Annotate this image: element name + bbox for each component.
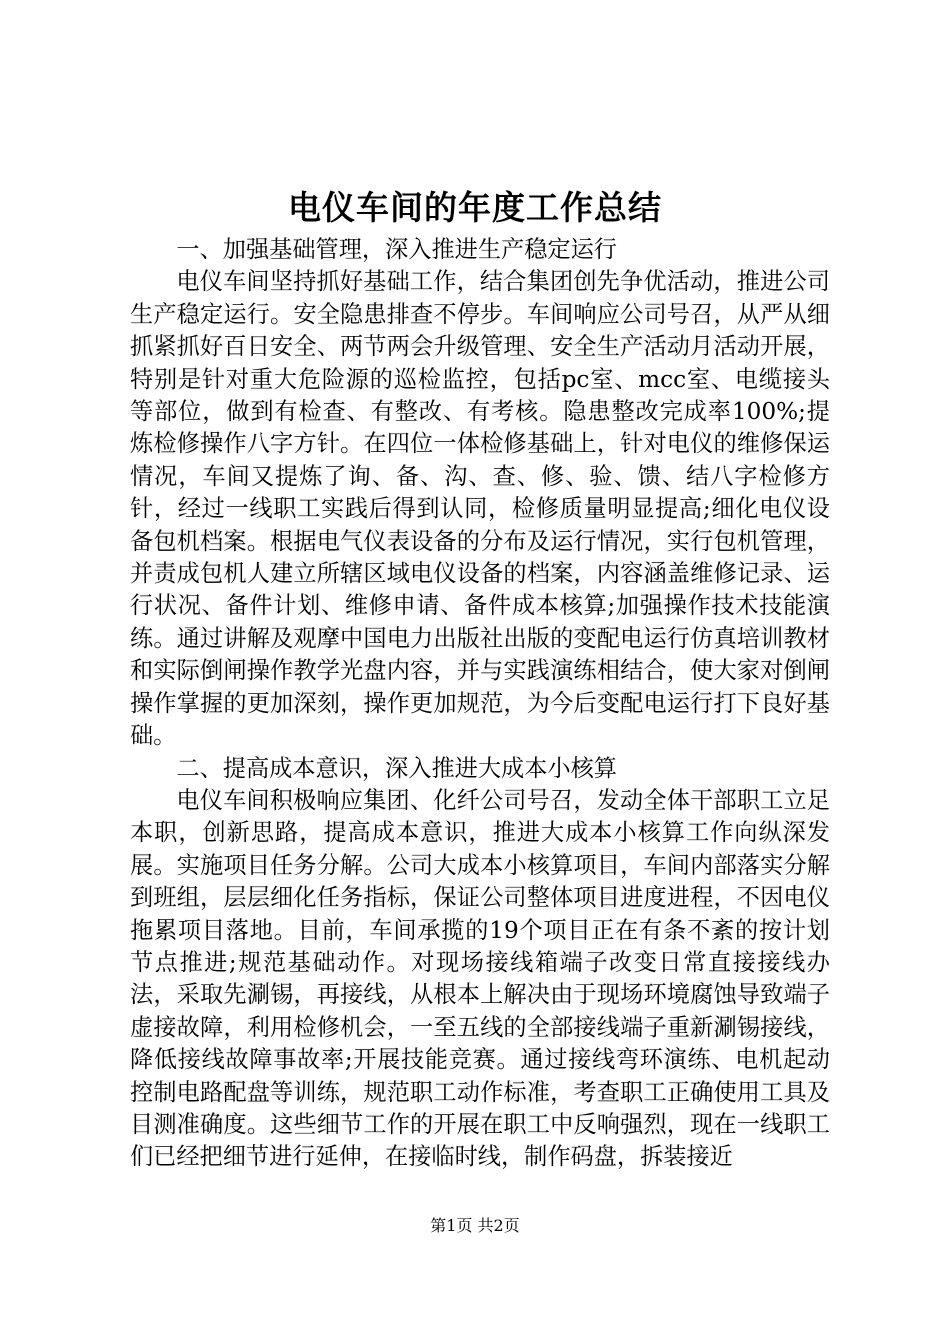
- section-heading-1: 一、加强基础管理，深入推进生产稳定运行: [176, 236, 617, 263]
- document-body: [130, 234, 830, 1174]
- section-heading-2: 二、提高成本意识，深入推进大成本小核算: [176, 754, 617, 782]
- page-number-footer: 第1页 共2页: [430, 1216, 520, 1235]
- body-paragraph-2: 电仪车间积极响应集团、化纤公司号召，发动全体干部职工立足本职，创新思路，提高成本意识，推进大成本小核算工作向纵深发展。实施项目任务分解。公司大成本小核算项目，车间内部落实分解到班组，层层细化任务指标，保证公司整体项目进度进程，不因电仪拖累项目落地。目前，车间承揽的19个项目正在有条不紊的按计划节点推进;规范基础动作。对现场接线箱端子改变日常直接接线办法，采取先涮锡，再接线，从根本上解决由于现场环境腐蚀导致端子虚接故障，利用检修机会，一至五线的全部接线端子重新涮锡接线，降低接线故障事故率;开展技能竞赛。通过接线弯环演练、电机起动控制电路配盘等训练，规范职工动作标准，考查职工正确使用工具及目测准确度。这些细节工作的开展在职工中反响强烈，现在一线职工们已经把细节进行延伸，在接临时线，制作码盘，拆装接近: [130, 786, 830, 1171]
- document-title: 电仪车间的年度工作总结: [288, 188, 662, 227]
- body-paragraph-1: 电仪车间坚持抓好基础工作，结合集团创先争优活动，推进公司生产稳定运行。安全隐患排查不停步。车间响应公司号召，从严从细抓紧抓好百日安全、两节两会升级管理、安全生产活动月活动开展，特别是针对重大危险源的巡检监控，包括pc室、mcc室、电缆接头等部位，做到有检查、有整改、有考核。隐患整改完成率100%;提炼检修操作八字方针。在四位一体检修基础上，针对电仪的维修保运情况，车间又提炼了询、备、沟、查、修、验、馈、结八字检修方针，经过一线职工实践后得到认同，检修质量明显提高;细化电仪设备包机档案。根据电气仪表设备的分布及运行情况，实行包机管理，并责成包机人建立所辖区域电仪设备的档案，内容涵盖维修记录、运行状况、备件计划、维修申请、备件成本核算;加强操作技术技能演练。通过讲解及观摩中国电力出版社出版的变配电运行仿真培训教材和实际倒闸操作教学光盘内容，并与实践演练相结合，使大家对倒闸操作掌握的更加深刻，操作更加规范，为今后变配电运行打下良好基础。: [130, 268, 830, 750]
